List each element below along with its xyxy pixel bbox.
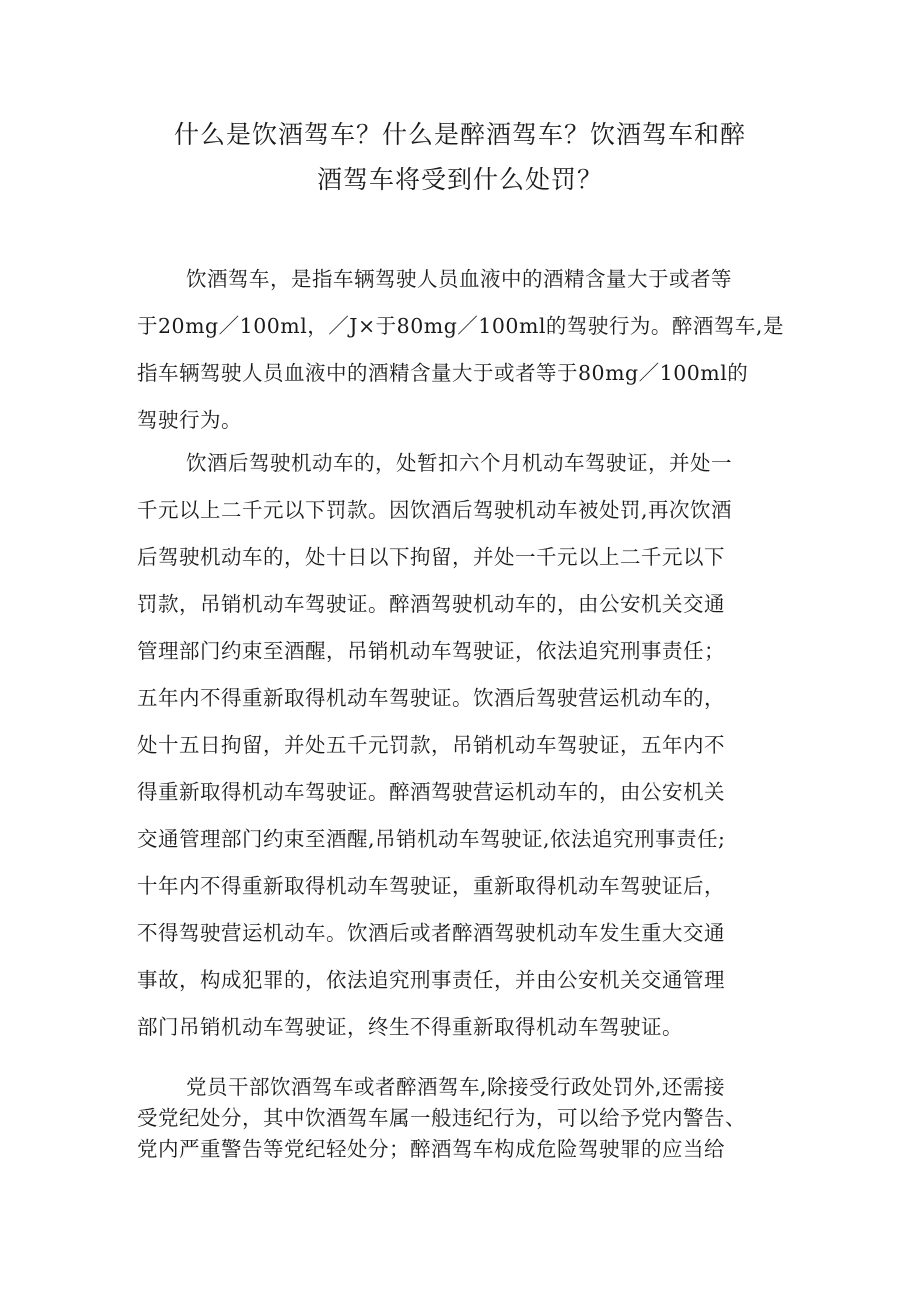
paragraph-line: 事故，构成犯罪的，依法追究刑事责任，并由公安机关交通管理 <box>137 968 725 992</box>
paragraph-line: 不得驾驶营运机动车。饮酒后或者醉酒驾驶机动车发生重大交通 <box>137 921 725 945</box>
paragraph-line: 五年内不得重新取得机动车驾驶证。饮酒后驾驶营运机动车的， <box>137 686 725 710</box>
paragraph-line: 饮酒后驾驶机动车的，处暂扣六个月机动车驾驶证，并处一 <box>186 451 732 475</box>
paragraph-penalties <box>137 440 797 1051</box>
paragraph-line: 罚款，吊销机动车驾驶证。醉酒驾驶机动车的，由公安机关交通 <box>137 592 725 616</box>
paragraph-line: 管理部门约束至酒醒，吊销机动车驾驶证，依法追究刑事责任； <box>137 639 725 663</box>
paragraph-line: 饮酒驾车，是指车辆驾驶人员血液中的酒精含量大于或者等 <box>186 267 732 291</box>
document-title <box>100 112 820 202</box>
paragraph-line: 后驾驶机动车的，处十日以下拘留，并处一千元以上二千元以下 <box>137 545 725 569</box>
paragraph-line: 于20mg／100ml，／J×于80mg／100ml的驾驶行为。醉酒驾车,是 <box>137 314 784 338</box>
paragraph-line: 十年内不得重新取得机动车驾驶证，重新取得机动车驾驶证后， <box>137 874 725 898</box>
paragraph-line: 处十五日拘留，并处五千元罚款，吊销机动车驾驶证，五年内不 <box>137 733 725 757</box>
paragraph-definition <box>137 256 797 444</box>
paragraph-line: 指车辆驾驶人员血液中的酒精含量大于或者等于80mg／100ml的 <box>137 361 749 385</box>
paragraph-line: 交通管理部门约束至酒醒,吊销机动车驾驶证,依法追究刑事责任; <box>137 827 726 851</box>
paragraph-line: 得重新取得机动车驾驶证。醉酒驾驶营运机动车的，由公安机关 <box>137 780 725 804</box>
paragraph-line: 受党纪处分，其中饮酒驾车属一般违纪行为，可以给予党内警告、 <box>137 1106 746 1130</box>
paragraph-line: 千元以上二千元以下罚款。因饮酒后驾驶机动车被处罚,再次饮酒 <box>137 498 733 522</box>
paragraph-party-discipline <box>137 1072 797 1165</box>
title-line: 什么是饮酒驾车？什么是醉酒驾车？饮酒驾车和醉 <box>173 120 746 149</box>
paragraph-line: 党员干部饮酒驾车或者醉酒驾车,除接受行政处罚外,还需接 <box>186 1075 726 1099</box>
paragraph-line: 党内严重警告等党纪轻处分；醉酒驾车构成危险驾驶罪的应当给 <box>137 1137 725 1161</box>
paragraph-line: 部门吊销机动车驾驶证，终生不得重新取得机动车驾驶证。 <box>137 1015 683 1039</box>
title-line: 酒驾车将受到什么处罚？ <box>316 165 603 194</box>
paragraph-line: 驾驶行为。 <box>137 408 242 432</box>
